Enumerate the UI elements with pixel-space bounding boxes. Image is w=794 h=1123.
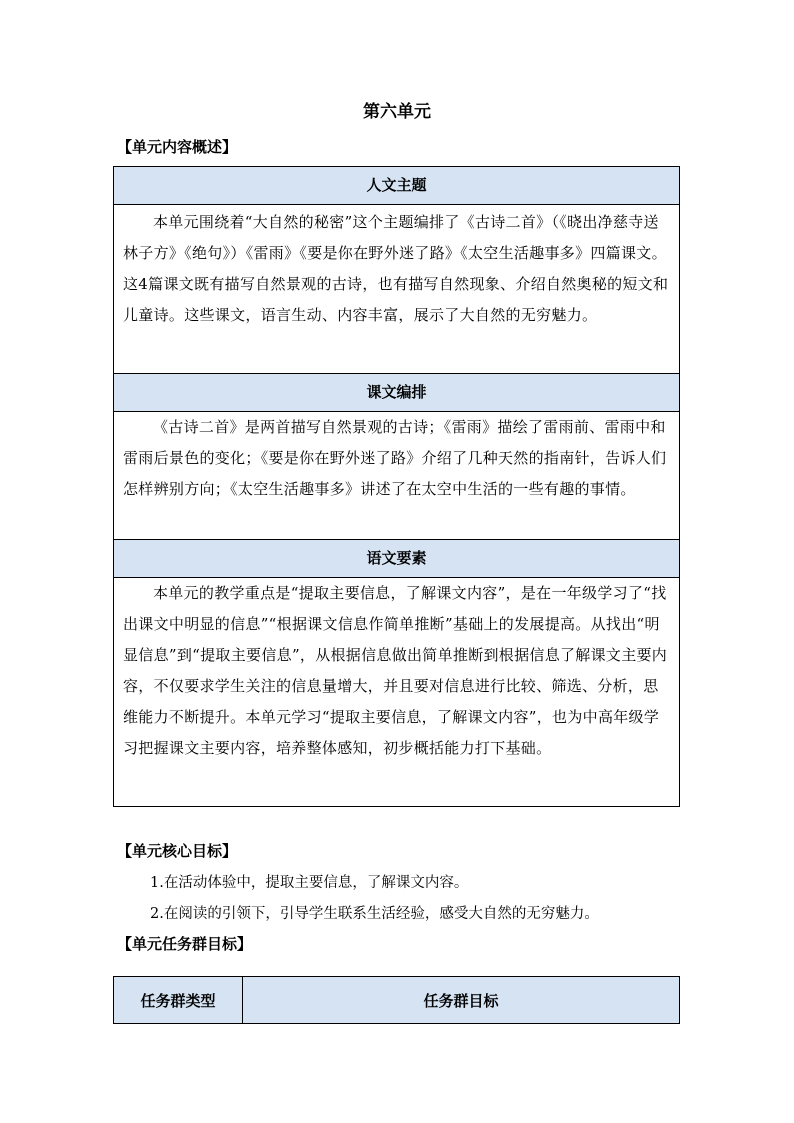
overview-label: 【单元内容概述】: [117, 138, 238, 156]
task-goals-label: 【单元任务群目标】: [117, 935, 253, 953]
core-goal-item: 2.在阅读的引领下，引导学生联系生活经验，感受大自然的无穷魅力。: [150, 906, 599, 922]
section-text-arrangement: 《古诗二首》是两首描写自然景观的古诗；《雷雨》描绘了雷雨前、雷雨中和雷雨后景色的变化；《要是你在野外迷了路》介绍了几种天然的指南针，告诉人们怎样辨别方向；《太空生活趣事多》讲述了在太空中生活的一些有趣的事情。: [123, 418, 667, 498]
section-text-humanities: 本单元围绕着“大自然的秘密”这个主题编排了《古诗二首》（《晓出净慈寺送林子方》《绝句》）《雷雨》《要是你在野外迷了路》《太空生活趣事多》四篇课文。这4篇课文既有描写自然景观的古诗，也有描写自然现象、介绍自然奥秘的短文和儿童诗。这些课文，语言生动、内容丰富，展示了大自然的无穷魅力。: [123, 213, 669, 324]
page-title: 第六单元: [363, 102, 431, 122]
section-header-arrangement: 课文编排: [114, 373, 679, 412]
section-header-humanities: 人文主题: [114, 167, 679, 205]
section-text-language-elements: 本单元的教学重点是“提取主要信息，了解课文内容”，是在一年级学习了“找出课文中明显的信息”“根据课文信息作简单推断”基础上的发展提高。从找出“明显信息”到“提取主要信息”，从根据信息做出简单推断到根据信息了解课文主要内容，不仅要求学生关注的信息量增大，并且要对信息进行比较、筛选、分析，思维能力不断提升。本单元学习“提取主要信息，了解课文内容”，也为中高年级学习把握课文主要内容，培养整体感知，初步概括能力打下基础。: [123, 584, 668, 757]
core-goal-item: 1.在活动体验中，提取主要信息，了解课文内容。: [150, 875, 469, 891]
overview-table: [113, 166, 680, 807]
core-goals-label: 【单元核心目标】: [117, 842, 238, 860]
task-goal-header: 任务群目标: [423, 991, 499, 1010]
task-group-table: [113, 976, 680, 1024]
section-header-language-elements: 语文要素: [114, 539, 679, 578]
task-type-header: 任务群类型: [114, 977, 243, 1023]
